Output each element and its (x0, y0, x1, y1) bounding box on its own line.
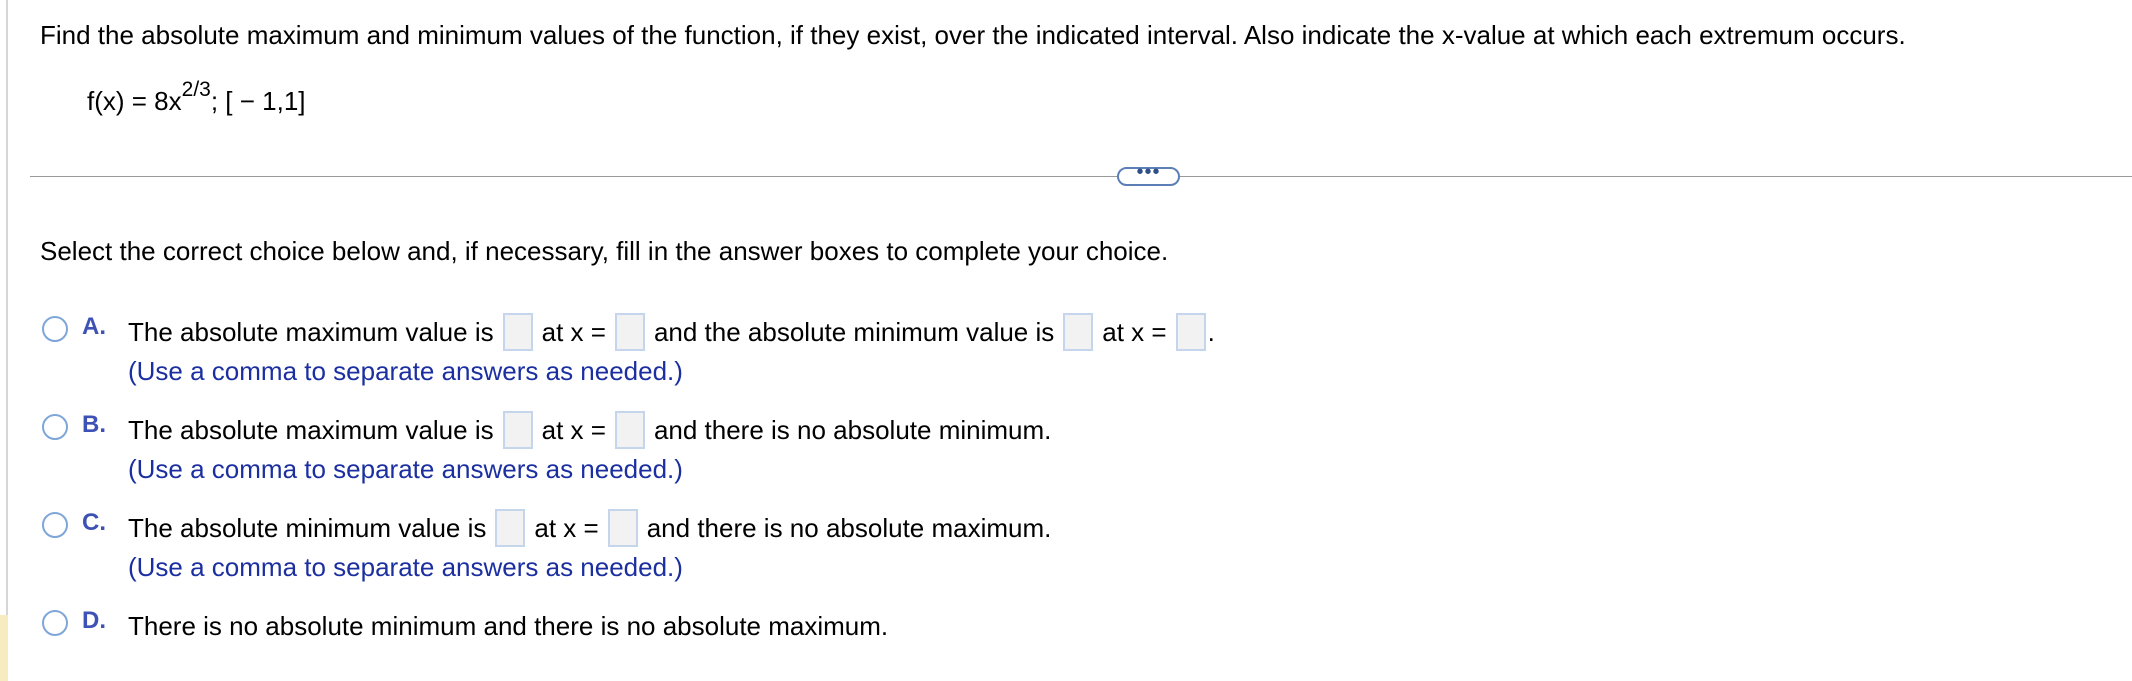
choice-d-radio[interactable] (42, 610, 68, 636)
choice-b-statement (128, 410, 1051, 450)
more-dots-icon: ••• (1136, 160, 1161, 183)
choice-a-hint: (Use a comma to separate answers as needed.) (128, 356, 683, 386)
choice-b-text-1: The absolute maximum value is (128, 414, 494, 445)
choice-d-text-1: There is no absolute minimum and there is no absolute maximum. (128, 610, 889, 641)
choice-b-text-2: at x = (541, 414, 606, 445)
choice-a-text-4: at x = (1102, 316, 1167, 347)
left-border-accent (0, 615, 8, 681)
choice-a-text-3: and the absolute minimum value is (653, 316, 1055, 347)
choice-a-min-x-input[interactable] (1176, 313, 1206, 351)
choice-c-min-value-input[interactable] (495, 509, 525, 547)
expand-more-button[interactable] (1117, 160, 1180, 186)
choice-d-letter: D. (82, 607, 106, 634)
choice-a-min-value-input[interactable] (1063, 313, 1093, 351)
choice-c-text-1: The absolute minimum value is (128, 512, 487, 543)
choice-c-letter: C. (82, 509, 106, 536)
choice-a-max-value-input[interactable] (503, 313, 533, 351)
formula-interval: ; [ − 1,1] (210, 86, 306, 116)
instruction-text: Select the correct choice below and, if necessary, fill in the answer boxes to complete your choice. (40, 236, 1169, 266)
function-formula (87, 78, 306, 117)
choice-c-hint: (Use a comma to separate answers as needed.) (128, 552, 683, 582)
choice-a-period: . (1207, 316, 1215, 347)
formula-exponent: 2/3 (181, 78, 211, 102)
choice-a-text-1: The absolute maximum value is (128, 316, 494, 347)
choice-c-text-2: at x = (534, 512, 599, 543)
choice-d-statement (128, 606, 888, 646)
choice-a-statement (128, 312, 1215, 352)
choice-b-max-value-input[interactable] (503, 411, 533, 449)
choice-a-text-2: at x = (541, 316, 606, 347)
choice-c-text-3: and there is no absolute maximum. (646, 512, 1052, 543)
choice-a-max-x-input[interactable] (615, 313, 645, 351)
choice-c-statement (128, 508, 1051, 548)
choice-c-radio[interactable] (42, 512, 68, 538)
choice-b-letter: B. (82, 411, 106, 438)
choice-b-max-x-input[interactable] (615, 411, 645, 449)
choice-a-radio[interactable] (42, 316, 68, 342)
choice-c-min-x-input[interactable] (608, 509, 638, 547)
choice-b-text-3: and there is no absolute minimum. (653, 414, 1052, 445)
formula-lhs: f(x) = 8x (87, 86, 182, 116)
choice-a-letter: A. (82, 313, 106, 340)
section-divider (30, 176, 2132, 177)
left-border (6, 0, 8, 681)
choice-b-radio[interactable] (42, 414, 68, 440)
question-text: Find the absolute maximum and minimum values of the function, if they exist, over the indicated interval. Also indicate the x-value at which each extremum occurs. (40, 20, 1906, 50)
choice-b-hint: (Use a comma to separate answers as needed.) (128, 454, 683, 484)
